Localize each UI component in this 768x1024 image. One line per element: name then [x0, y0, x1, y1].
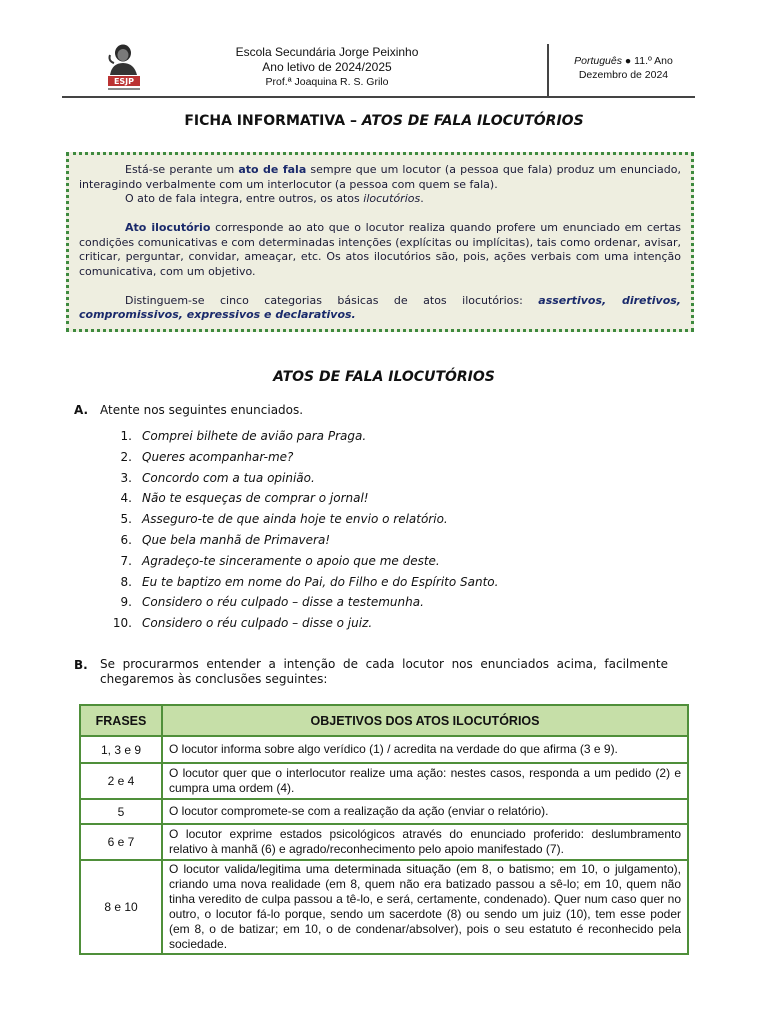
item-number: 3.: [120, 470, 132, 485]
cell-frases: 8 e 10: [80, 860, 162, 954]
info-paragraph-2: [79, 192, 681, 207]
list-item: [100, 468, 600, 489]
cell-objetivo: O locutor quer que o interlocutor realize uma ação: nestes casos, responda a um pedido (2) e cumpra uma ordem (4).: [162, 763, 688, 799]
column-header-frases: FRASES: [80, 705, 162, 736]
cell-frases: 2 e 4: [80, 763, 162, 799]
item-text: Comprei bilhete de avião para Praga.: [142, 429, 367, 443]
item-number: 10.: [112, 616, 132, 631]
info-paragraph-4: [79, 294, 681, 323]
categories-list: assertivos, diretivos, compromissivos, expressivos e declarativos.: [79, 293, 681, 321]
list-item: [100, 426, 600, 447]
item-number: 7.: [120, 553, 132, 568]
section-title: ATOS DE FALA ILOCUTÓRIOS: [273, 369, 495, 385]
cell-frases: 1, 3 e 9: [80, 736, 162, 763]
question-text: Atente nos seguintes enunciados.: [100, 403, 304, 417]
header-divider: [547, 44, 549, 96]
table-row: [80, 824, 688, 860]
school-logo-icon: [104, 41, 144, 93]
info-text: sempre que um locutor (a pessoa que fala) produz um enunciado, interagindo verbalmente com um interlocutor (a pessoa com quem se fala).: [79, 163, 681, 191]
question-letter: B.: [74, 658, 88, 672]
info-text: Está-se perante um: [125, 163, 239, 176]
cell-frases: 5: [80, 799, 162, 824]
list-item: [100, 592, 600, 613]
school-name: Escola Secundária Jorge Peixinho: [235, 45, 419, 59]
item-number: 6.: [120, 532, 132, 547]
question-text: Se procurarmos entender a intenção de cada locutor nos enunciados acima, facilmente chegaremos às conclusões seguintes:: [100, 657, 668, 686]
item-text: Queres acompanhar-me?: [142, 449, 294, 464]
item-text: Considero o réu culpado – disse o juiz.: [142, 616, 373, 631]
school-info: [212, 45, 442, 89]
cell-frases: 6 e 7: [80, 824, 162, 860]
cell-objetivo: O locutor informa sobre algo verídico (1) / acredita na verdade do que afirma (3 e 9).: [162, 736, 688, 763]
svg-text:ESJP: ESJP: [113, 77, 135, 86]
question-letter: A.: [74, 403, 89, 417]
subject: Português: [574, 55, 622, 67]
list-item: [100, 551, 600, 572]
statement-list: [100, 426, 600, 634]
title-prefix: FICHA INFORMATIVA –: [184, 113, 362, 129]
list-item: [100, 572, 600, 593]
table-row: [80, 860, 688, 954]
item-number: 1.: [120, 429, 132, 443]
column-header-objetivos: OBJETIVOS DOS ATOS ILOCUTÓRIOS: [162, 705, 688, 736]
cell-objetivo: O locutor compromete-se com a realização da ação (enviar o relatório).: [162, 799, 688, 824]
objectives-table: [79, 704, 689, 955]
date: Dezembro de 2024: [578, 69, 669, 81]
document-title: [0, 113, 768, 129]
info-text: Distinguem-se cinco categorias básicas de atos ilocutórios:: [125, 293, 539, 307]
list-item: [100, 509, 600, 530]
table-row: [80, 763, 688, 799]
item-number: 9.: [120, 595, 132, 610]
teacher-name: Prof.ª Joaquina R. S. Grilo: [265, 76, 389, 88]
item-text: Asseguro-te de que ainda hoje te envio o relatório.: [142, 512, 448, 527]
info-text: .: [420, 192, 424, 205]
item-text: Agradeço-te sinceramente o apoio que me deste.: [142, 553, 440, 568]
table-row: [80, 736, 688, 763]
table-header-row: [80, 705, 688, 736]
item-text: Considero o réu culpado – disse a testemunha.: [142, 595, 424, 610]
cell-objetivo: O locutor valida/legitima uma determinada situação (em 8, o batismo; em 10, o julgamento), criando uma nova realidade (em 8, quem não era batizado passou a sê-lo; em 10, quem não tinha veredito de culpa passou a tê-lo, e será, certamente, condenado). Quer num caso quer no outro, o locutor fá-lo porque, sendo um sacerdote (8) ou sendo um juiz (10), tem esse poder (em 8, o de batizar; em 10, o de condenar/absolver), pois o seu estatuto é reconhecido pela sociedade.: [162, 860, 688, 954]
list-item: [100, 530, 600, 551]
info-text: O ato de fala integra, entre outros, os atos: [125, 192, 364, 205]
term-ilocutorios: ilocutórios: [363, 192, 421, 205]
info-paragraph-1: [79, 163, 681, 192]
item-text: Concordo com a tua opinião.: [142, 470, 315, 485]
info-paragraph-3: [79, 221, 681, 279]
item-text: Que bela manhã de Primavera!: [142, 532, 331, 547]
item-number: 5.: [120, 512, 132, 527]
item-number: 2.: [120, 449, 132, 464]
title-main: ATOS DE FALA ILOCUTÓRIOS: [361, 113, 584, 129]
list-item: [100, 488, 600, 509]
page-header: [62, 40, 695, 98]
term-ato-ilocutorio: Ato ilocutório: [125, 221, 211, 234]
list-item: [100, 447, 600, 468]
item-number: 4.: [120, 491, 132, 506]
item-text: Eu te baptizo em nome do Pai, do Filho e do Espírito Santo.: [142, 574, 499, 589]
grade: ● 11.º Ano: [624, 55, 673, 67]
info-text: corresponde ao ato que o locutor realiza quando profere um enunciado em certas condições comunicativas e com determinadas intenções (explícitas ou implícitas), tais como ordenar, avisar, criticar, perguntar, convidar, ameaçar, etc. Os atos ilocutórios são, pois, ações verbais com uma intenção comunicativa, com um objetivo.: [79, 221, 681, 278]
table-row: [80, 799, 688, 824]
item-text: Não te esqueças de comprar o jornal!: [142, 491, 369, 506]
cell-objetivo: O locutor exprime estados psicológicos através do enunciado proferido: deslumbramento relativo à manhã (6) e agrado/reconhecimento pelo apoio manifestado (7).: [162, 824, 688, 860]
info-box: [66, 152, 694, 332]
list-item: [100, 613, 600, 634]
school-year: Ano letivo de 2024/2025: [262, 60, 392, 74]
course-info: [552, 54, 695, 82]
item-number: 8.: [120, 574, 132, 589]
term-ato-de-fala: ato de fala: [238, 163, 307, 176]
